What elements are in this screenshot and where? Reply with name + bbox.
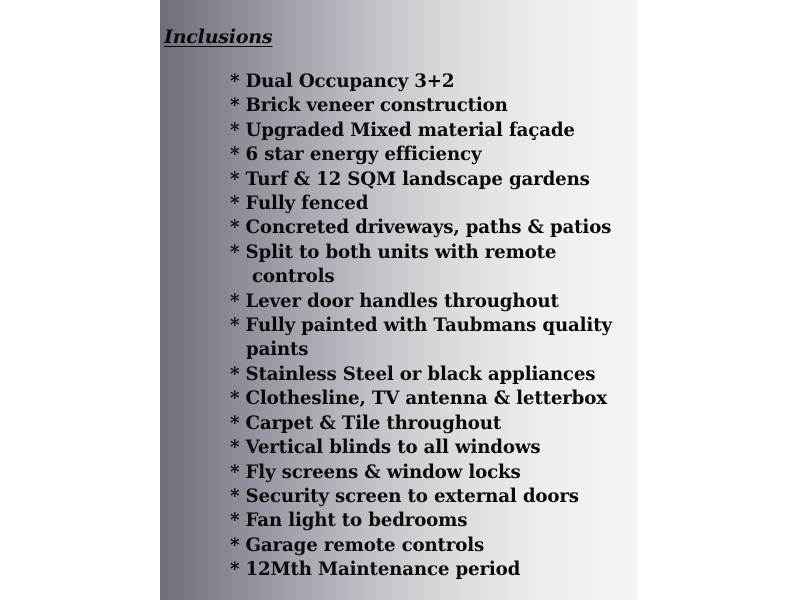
list-item (230, 412, 612, 436)
list-item (230, 143, 612, 167)
list-item-text: * Fly screens & window locks (230, 461, 521, 483)
list-item-text: * Turf & 12 SQM landscape gardens (230, 168, 590, 190)
list-item (230, 94, 612, 118)
list-item-text: * Dual Occupancy 3+2 (230, 71, 455, 92)
list-item-text: * Carpet & Tile throughout (230, 412, 502, 434)
list-item (230, 192, 612, 216)
list-item-text: * Fan light to bedrooms (230, 510, 468, 532)
list-item (230, 485, 612, 509)
inclusions-panel (160, 0, 638, 600)
list-item-text: * Garage remote controls (230, 534, 485, 556)
list-item-text: * Clothesline, TV antenna & letterbox (230, 388, 607, 410)
list-item-text: * Upgraded Mixed material façade (230, 119, 575, 141)
list-item-text: * Brick veneer construction (230, 95, 508, 117)
list-item-text: * Fully fenced (230, 193, 369, 215)
list-item-text: * Split to both units with remote (230, 241, 557, 263)
list-item (230, 461, 612, 485)
list-item-text: * 12Mth Maintenance period (230, 559, 521, 581)
list-item-continuation: controls (252, 266, 335, 288)
list-item (230, 558, 612, 582)
list-item (230, 241, 612, 290)
list-item (230, 216, 612, 240)
list-item (230, 314, 612, 363)
list-item-text: * 6 star energy efficiency (230, 144, 482, 166)
list-item (230, 168, 612, 192)
list-item-text: * Concreted driveways, paths & patios (230, 217, 612, 239)
list-item (230, 509, 612, 533)
list-item-text: * Lever door handles throughout (230, 290, 559, 312)
list-item-text: * Vertical blinds to all windows (230, 437, 541, 459)
list-item (230, 70, 612, 94)
list-item (230, 387, 612, 411)
list-item (230, 363, 612, 387)
list-item (230, 436, 612, 460)
list-item (230, 534, 612, 558)
list-item-text: * Fully painted with Taubmans quality (230, 315, 612, 337)
list-item (230, 290, 612, 314)
inclusions-heading: Inclusions (164, 26, 273, 48)
list-item-continuation: paints (246, 339, 309, 361)
list-item (230, 119, 612, 143)
inclusions-list (230, 70, 612, 583)
list-item-text: * Security screen to external doors (230, 485, 579, 507)
list-item-text: * Stainless Steel or black appliances (230, 363, 596, 385)
